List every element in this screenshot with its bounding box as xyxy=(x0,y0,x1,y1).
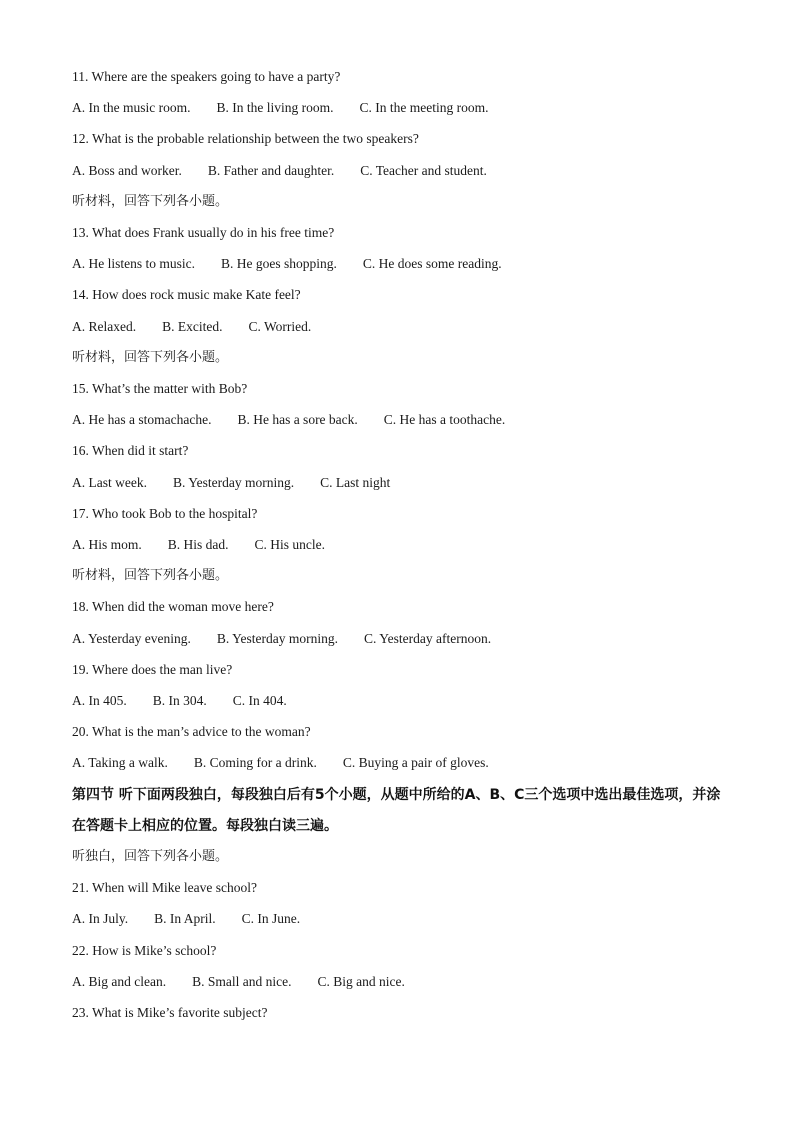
question-text: 23. What is Mike’s favorite subject? xyxy=(72,1005,268,1020)
question-text: 17. Who took Bob to the hospital? xyxy=(72,505,258,521)
option-c: C. Big and nice. xyxy=(317,973,405,989)
options-row xyxy=(72,754,489,772)
question-text: 15. What’s the matter with Bob? xyxy=(72,381,248,396)
question-text: 19. Where does the man live? xyxy=(72,661,233,677)
question-text: 18. When did the woman move here? xyxy=(72,599,274,615)
listening-instruction: 听材料，回答下列各小题。 xyxy=(72,349,229,365)
options-row xyxy=(72,973,405,991)
option-c: C. Yesterday afternoon. xyxy=(363,630,492,646)
option-a: A. He has a stomachache. xyxy=(72,412,212,428)
option-a: A. Relaxed. xyxy=(72,318,137,334)
listening-instruction: 听材料，回答下列各小题。 xyxy=(72,193,229,209)
option-c: C. Last night xyxy=(320,474,391,490)
option-a: A. Taking a walk. xyxy=(72,755,168,771)
option-c: C. He has a toothache. xyxy=(383,412,506,428)
options-row xyxy=(72,692,287,710)
options-row xyxy=(72,630,491,648)
option-c: C. In June. xyxy=(241,911,301,927)
option-b: B. He has a sore back. xyxy=(237,412,358,428)
option-c: C. He does some reading. xyxy=(362,256,502,272)
question-text: 16. When did it start? xyxy=(72,443,189,459)
option-c: C. In the meeting room. xyxy=(359,100,489,116)
section-4-instructions: 第四节 听下面两段独白，每段独白后有5个小题，从题中所给的A、B、C三个选项中选出最佳选项，并涂在答题卡上相应的位置。每段独白读三遍。 xyxy=(72,787,721,834)
options-row xyxy=(72,910,300,928)
options-row xyxy=(72,162,487,180)
option-c: C. His uncle. xyxy=(254,537,326,552)
listening-instruction: 听独白，回答下列各小题。 xyxy=(72,849,229,864)
option-a: A. Big and clean. xyxy=(72,973,167,989)
option-b: B. Yesterday morning. xyxy=(216,630,338,646)
option-a: A. Yesterday evening. xyxy=(72,630,191,646)
option-b: B. He goes shopping. xyxy=(221,256,337,272)
option-a: A. In the music room. xyxy=(72,100,191,116)
question-text: 21. When will Mike leave school? xyxy=(72,880,257,896)
option-b: B. Father and daughter. xyxy=(207,162,335,178)
question-text: 22. How is Mike’s school? xyxy=(72,942,217,958)
question-text: 12. What is the probable relationship between the two speakers? xyxy=(72,131,419,147)
options-row xyxy=(72,536,325,554)
option-c: C. In 404. xyxy=(232,693,287,708)
options-row xyxy=(72,99,488,117)
options-row xyxy=(72,318,311,336)
option-b: B. In the living room. xyxy=(216,100,334,116)
option-b: B. In April. xyxy=(154,911,216,927)
option-b: B. Coming for a drink. xyxy=(193,755,317,771)
question-text: 20. What is the man’s advice to the woman? xyxy=(72,724,311,740)
option-a: A. In July. xyxy=(72,911,129,927)
options-row xyxy=(72,411,505,429)
option-b: B. Excited. xyxy=(162,318,223,334)
option-a: A. In 405. xyxy=(72,693,127,708)
option-b: B. Yesterday morning. xyxy=(172,474,295,490)
option-a: A. His mom. xyxy=(72,537,142,552)
option-b: B. In 304. xyxy=(152,693,207,708)
option-a: A. Boss and worker. xyxy=(72,162,182,178)
listening-instruction: 听材料，回答下列各小题。 xyxy=(72,568,229,584)
option-a: A. He listens to music. xyxy=(72,256,195,272)
options-row xyxy=(72,474,390,492)
question-text: 11. Where are the speakers going to have a party? xyxy=(72,69,341,84)
question-text: 13. What does Frank usually do in his free time? xyxy=(72,225,335,240)
options-row xyxy=(72,255,502,273)
option-a: A. Last week. xyxy=(72,474,147,490)
option-c: C. Buying a pair of gloves. xyxy=(342,755,489,771)
option-b: B. His dad. xyxy=(167,537,229,552)
option-c: C. Worried. xyxy=(248,318,312,334)
option-c: C. Teacher and student. xyxy=(360,162,487,178)
question-text: 14. How does rock music make Kate feel? xyxy=(72,287,301,303)
option-b: B. Small and nice. xyxy=(192,973,292,989)
